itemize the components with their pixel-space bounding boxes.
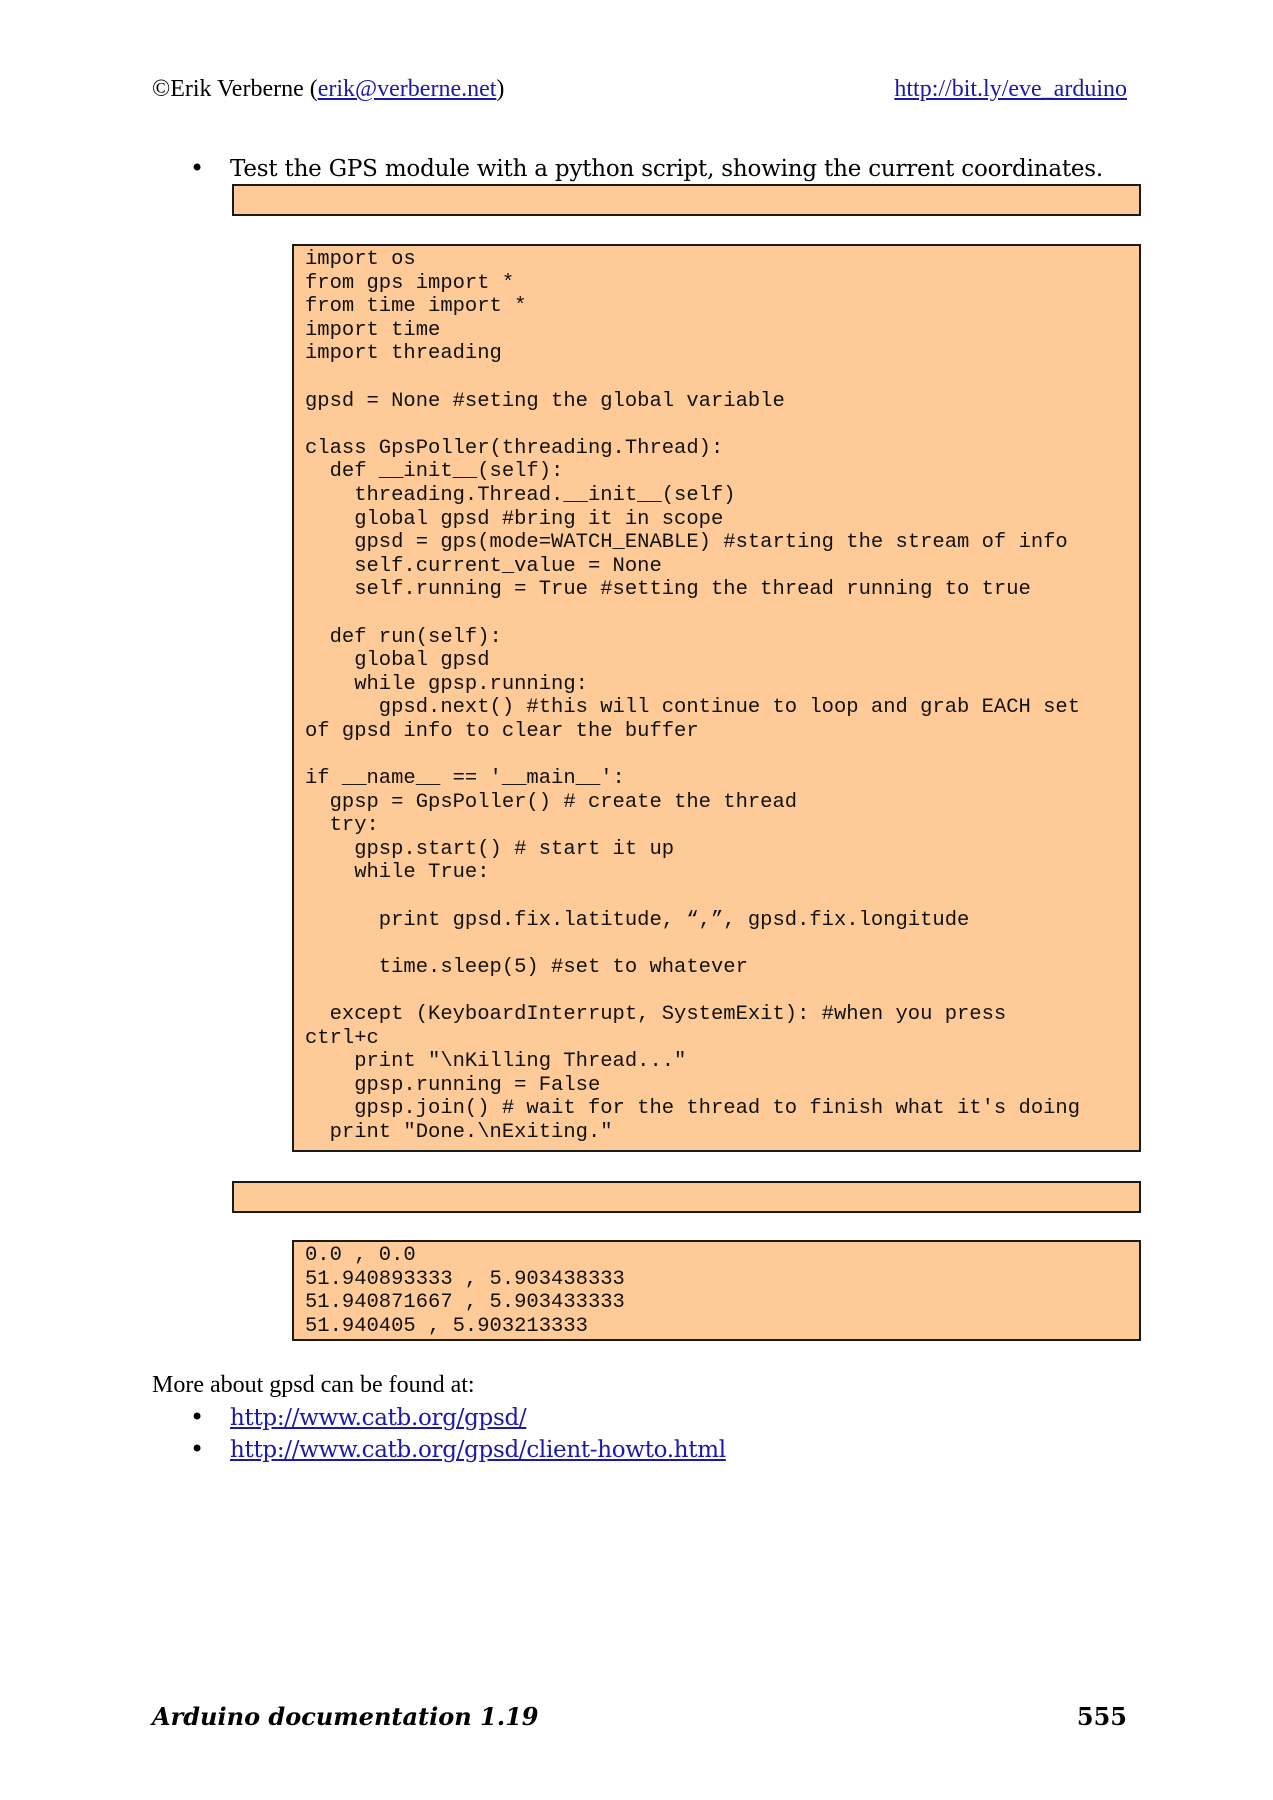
gpsd-client-howto-link[interactable]: http://www.catb.org/gpsd/client-howto.html [230, 1437, 726, 1463]
gpsd-link[interactable]: http://www.catb.org/gpsd/ [230, 1405, 527, 1431]
code-line: while True: [305, 861, 490, 885]
more-about-text: More about gpsd can be found at: [152, 1372, 475, 1398]
command-box-python [232, 1181, 1141, 1213]
code-line: gpsd = gps(mode=WATCH_ENABLE) #starting the stream of info [305, 531, 1068, 555]
code-line: gpsp = GpsPoller() # create the thread [305, 790, 798, 814]
code-line [305, 602, 1129, 626]
code-line [305, 366, 1129, 390]
code-line: gpsd = None #seting the global variable [305, 389, 785, 413]
code-line: of gpsd info to clear the buffer [305, 719, 699, 743]
code-line: if __name__ == '__main__': [305, 767, 625, 791]
code-line: threading.Thread.__init__(self) [305, 483, 736, 507]
code-line: gpsd.next() #this will continue to loop and grab EACH set [305, 696, 1081, 720]
footer-title: Arduino documentation 1.19 [152, 1702, 539, 1731]
author-email-link[interactable]: erik@verberne.net [317, 76, 497, 102]
header-author [152, 76, 504, 103]
code-line [305, 932, 1129, 956]
code-line: from gps import * [305, 271, 515, 295]
code-line: 51.940871667 , 5.903433333 [305, 1291, 625, 1315]
code-line: try: [305, 814, 379, 838]
code-line: time.sleep(5) #set to whatever [305, 955, 748, 979]
intro-bullet-text: Test the GPS module with a python script, showing the current coordinates. [230, 156, 1104, 182]
page-number: 555 [1076, 1702, 1127, 1731]
code-line: 0.0 , 0.0 [305, 1244, 416, 1267]
code-line: gpsp.join() # wait for the thread to finish what it's doing [305, 1097, 1081, 1121]
command-box-nano [232, 184, 1141, 216]
code-line: ctrl+c [305, 1026, 379, 1050]
code-line: def __init__(self): [305, 460, 564, 484]
code-line [305, 413, 1129, 437]
script-code-box [292, 244, 1141, 1152]
code-line: 51.940893333 , 5.903438333 [305, 1267, 625, 1291]
code-line: class GpsPoller(threading.Thread): [305, 436, 724, 460]
page-footer [152, 1702, 1127, 1736]
code-line: print "\nKilling Thread..." [305, 1050, 687, 1074]
code-line: import time [305, 318, 441, 342]
output-code-box [292, 1240, 1141, 1341]
code-line: def run(self): [305, 625, 502, 649]
code-line: global gpsd #bring it in scope [305, 507, 724, 531]
code-line: while gpsp.running: [305, 672, 588, 696]
link-list-item [190, 1403, 526, 1431]
copyright-suffix: ) [496, 76, 505, 102]
header-url-link[interactable]: http://bit.ly/eve_arduino [894, 76, 1127, 102]
code-line: self.current_value = None [305, 554, 662, 578]
page-header [152, 76, 1127, 110]
code-line: gpsp.running = False [305, 1073, 601, 1097]
code-line: self.running = True #setting the thread running to true [305, 578, 1031, 602]
code-line: gpsp.start() # start it up [305, 837, 675, 861]
code-line: except (KeyboardInterrupt, SystemExit): #when you press [305, 1003, 1007, 1026]
code-line: print "Done.\nExiting." [305, 1120, 613, 1144]
bullet-icon: • [190, 1435, 204, 1463]
code-line: global gpsd [305, 649, 490, 673]
intro-bullet [190, 154, 1103, 182]
bullet-icon: • [190, 154, 204, 182]
code-line: from time import * [305, 295, 527, 319]
code-line: 51.940405 , 5.903213333 [305, 1314, 588, 1338]
bullet-icon: • [190, 1403, 204, 1431]
code-line [305, 979, 1129, 1003]
code-line [305, 885, 1129, 909]
link-list-item [190, 1435, 726, 1463]
code-line: import threading [305, 342, 502, 366]
code-line: import os [305, 248, 416, 271]
code-line: print gpsd.fix.latitude, “,”, gpsd.fix.longitude [305, 908, 970, 932]
copyright-prefix: ©Erik Verberne ( [152, 76, 318, 102]
code-line [305, 743, 1129, 767]
